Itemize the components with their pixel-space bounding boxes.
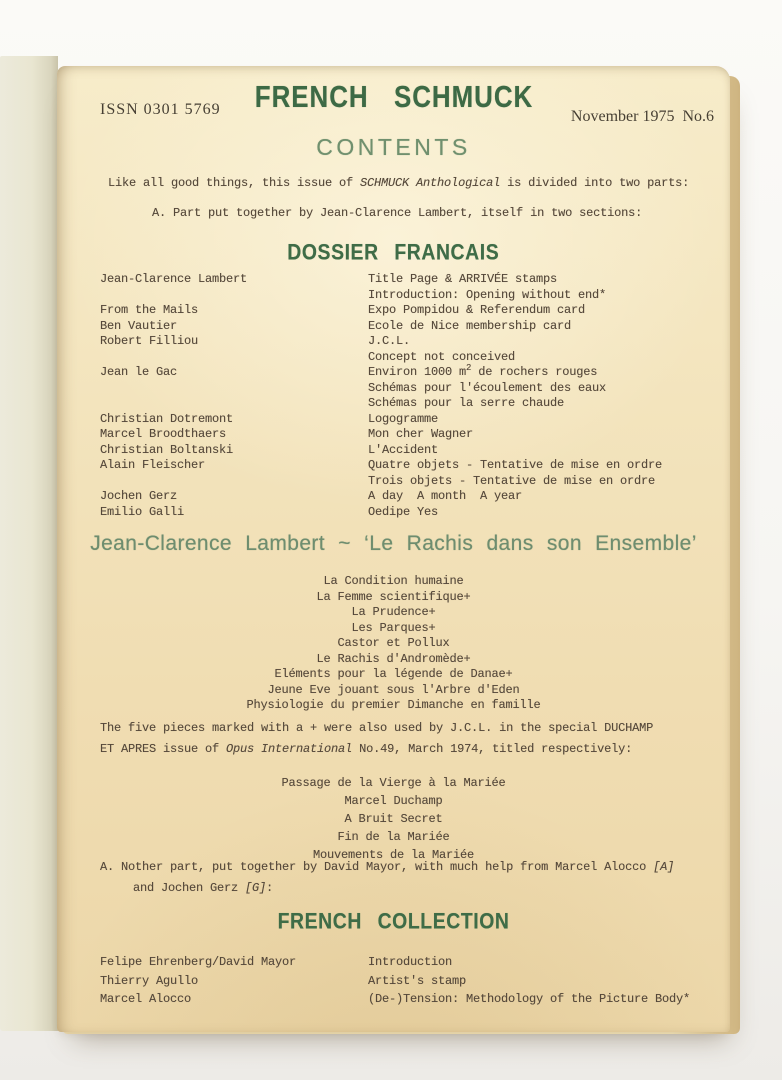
dossier-table <box>100 272 662 520</box>
issue-date: November 1975 No.6 <box>570 108 714 125</box>
duchamp-note-line-2-post: No.49, March 1974, titled respectively: <box>352 742 633 756</box>
toc-author <box>100 396 368 412</box>
part-b-line-1-italic: [A] <box>653 860 675 874</box>
toc-author: Jean-Clarence Lambert <box>100 272 248 286</box>
toc-row <box>100 990 690 1009</box>
intro-line-1-pre: Like all good things, this issue of <box>108 176 361 190</box>
toc-row <box>100 505 662 521</box>
toc-work: (De-)Tension: Methodology of the Picture Body* <box>368 992 691 1006</box>
toc-work: Quatre objets - Tentative de mise en ordre <box>368 458 663 472</box>
toc-row <box>100 953 690 972</box>
duchamp-item: Fin de la Mariée <box>337 830 450 844</box>
lambert-list <box>57 574 730 714</box>
toc-author: Felipe Ehrenberg/David Mayor <box>100 955 297 969</box>
toc-author: Emilio Galli <box>100 504 185 519</box>
toc-work: Trois objets - Tentative de mise en ordre <box>368 473 656 488</box>
toc-work: Introduction <box>368 955 453 969</box>
toc-work: Title Page & ARRIVÉE stamps <box>368 272 558 286</box>
collection-heading: FRENCH COLLECTION <box>277 909 510 935</box>
toc-work-post: de rochers rouges <box>471 365 598 379</box>
intro-line-1 <box>108 176 689 190</box>
toc-row <box>100 272 662 288</box>
toc-author <box>100 288 368 304</box>
duchamp-item: Marcel Duchamp <box>344 794 443 808</box>
toc-work: J.C.L. <box>368 334 411 348</box>
toc-row <box>100 427 662 443</box>
collection-table <box>100 953 690 1009</box>
book-cover-edge <box>0 56 58 1031</box>
toc-row <box>100 303 662 319</box>
toc-author: Marcel Alocco <box>100 992 192 1006</box>
part-b-line-2-italic: [G] <box>245 881 267 895</box>
toc-author: Ben Vautier <box>100 318 178 333</box>
lambert-item: La Femme scientifique+ <box>316 589 471 604</box>
toc-work-pre: Environ 1000 m <box>368 365 467 379</box>
lambert-item: Eléments pour la légende de Danae+ <box>274 667 513 681</box>
toc-author: Christian Boltanski <box>100 442 234 457</box>
toc-author <box>100 381 368 397</box>
toc-author: From the Mails <box>100 303 199 317</box>
lambert-item: La Condition humaine <box>323 574 464 588</box>
intro-line-1-post: is divided into two parts: <box>500 176 690 190</box>
part-b-line-2 <box>133 881 273 895</box>
toc-author <box>100 350 368 366</box>
lambert-item: La Prudence+ <box>351 605 436 619</box>
lambert-item: Physiologie du premier Dimanche en famille <box>246 698 541 712</box>
intro-line-2: A. Part put together by Jean-Clarence Lambert, itself in two sections: <box>152 206 643 220</box>
masthead-title: FRENCH SCHMUCK <box>254 80 533 114</box>
toc-work: Concept not conceived <box>368 349 516 364</box>
issn-label: ISSN 0301 5769 <box>100 101 221 118</box>
toc-row <box>100 288 662 304</box>
duchamp-note-line-1: The five pieces marked with a + were also used by J.C.L. in the special DUCHAMP <box>100 721 654 735</box>
collection-heading-wrap <box>57 911 730 934</box>
duchamp-list <box>57 774 730 864</box>
toc-author: Alain Fleischer <box>100 458 206 472</box>
toc-work: Mon cher Wagner <box>368 427 474 441</box>
toc-author: Robert Filliou <box>100 334 199 348</box>
lambert-heading: Jean-Clarence Lambert ~ ‘Le Rachis dans son Ensemble’ <box>90 532 697 555</box>
toc-work: Artist's stamp <box>368 973 467 988</box>
toc-row <box>100 350 662 366</box>
toc-work <box>368 365 597 381</box>
toc-author: Marcel Broodthaers <box>100 427 227 441</box>
toc-author: Jean le Gac <box>100 365 178 379</box>
toc-author: Thierry Agullo <box>100 973 199 988</box>
lambert-item: Jeune Eve jouant sous l'Arbre d'Eden <box>267 682 520 697</box>
toc-row <box>100 443 662 459</box>
toc-work: Schémas pour la serre chaude <box>368 396 565 410</box>
duchamp-note-line-2-pre: ET APRES issue of <box>100 742 227 756</box>
toc-row <box>100 334 662 350</box>
magazine-page <box>57 66 730 1032</box>
lambert-item: Castor et Pollux <box>337 636 450 650</box>
superscript-2: 2 <box>466 363 472 373</box>
dossier-heading-wrap <box>57 242 730 265</box>
part-b-line-1-pre: A. Nother part, put together by David Mayor, with much help from Marcel Alocco <box>100 860 654 874</box>
lambert-item: Le Rachis d'Andromède+ <box>316 651 471 666</box>
toc-work: Expo Pompidou & Referendum card <box>368 303 586 317</box>
duchamp-item: A Bruit Secret <box>344 812 443 826</box>
part-b-line-2-pre: and Jochen Gerz <box>133 881 246 895</box>
intro-line-1-italic: SCHMUCK Anthological <box>360 176 501 190</box>
toc-author <box>100 474 368 490</box>
toc-author: Christian Dotremont <box>100 411 234 426</box>
toc-row <box>100 458 662 474</box>
part-b-line-1 <box>100 860 674 874</box>
toc-row <box>100 474 662 490</box>
lambert-item: Les Parques+ <box>351 620 436 635</box>
duchamp-note-line-2-italic: Opus International <box>226 742 353 756</box>
toc-work: Introduction: Opening without end* <box>368 287 607 302</box>
duchamp-item: Mouvements de la Mariée <box>312 848 475 862</box>
toc-row <box>100 396 662 412</box>
toc-work: Oedipe Yes <box>368 504 439 519</box>
toc-row <box>100 489 662 505</box>
toc-row <box>100 412 662 428</box>
dossier-heading: DOSSIER FRANCAIS <box>287 240 500 266</box>
toc-work: Logogramme <box>368 411 439 426</box>
contents-heading: CONTENTS <box>316 134 471 160</box>
toc-row <box>100 319 662 335</box>
toc-work: A day A month A year <box>368 489 523 503</box>
toc-author: Jochen Gerz <box>100 489 178 503</box>
toc-work: Schémas pour l'écoulement des eaux <box>368 380 607 395</box>
toc-row <box>100 365 662 381</box>
lambert-heading-wrap <box>57 532 730 556</box>
toc-work: Ecole de Nice membership card <box>368 318 572 333</box>
toc-row <box>100 381 662 397</box>
toc-work: L'Accident <box>368 442 439 457</box>
duchamp-item: Passage de la Vierge à la Mariée <box>281 776 506 790</box>
part-b-line-2-post: : <box>266 881 274 895</box>
duchamp-note-line-2 <box>100 742 632 756</box>
toc-row <box>100 972 690 991</box>
